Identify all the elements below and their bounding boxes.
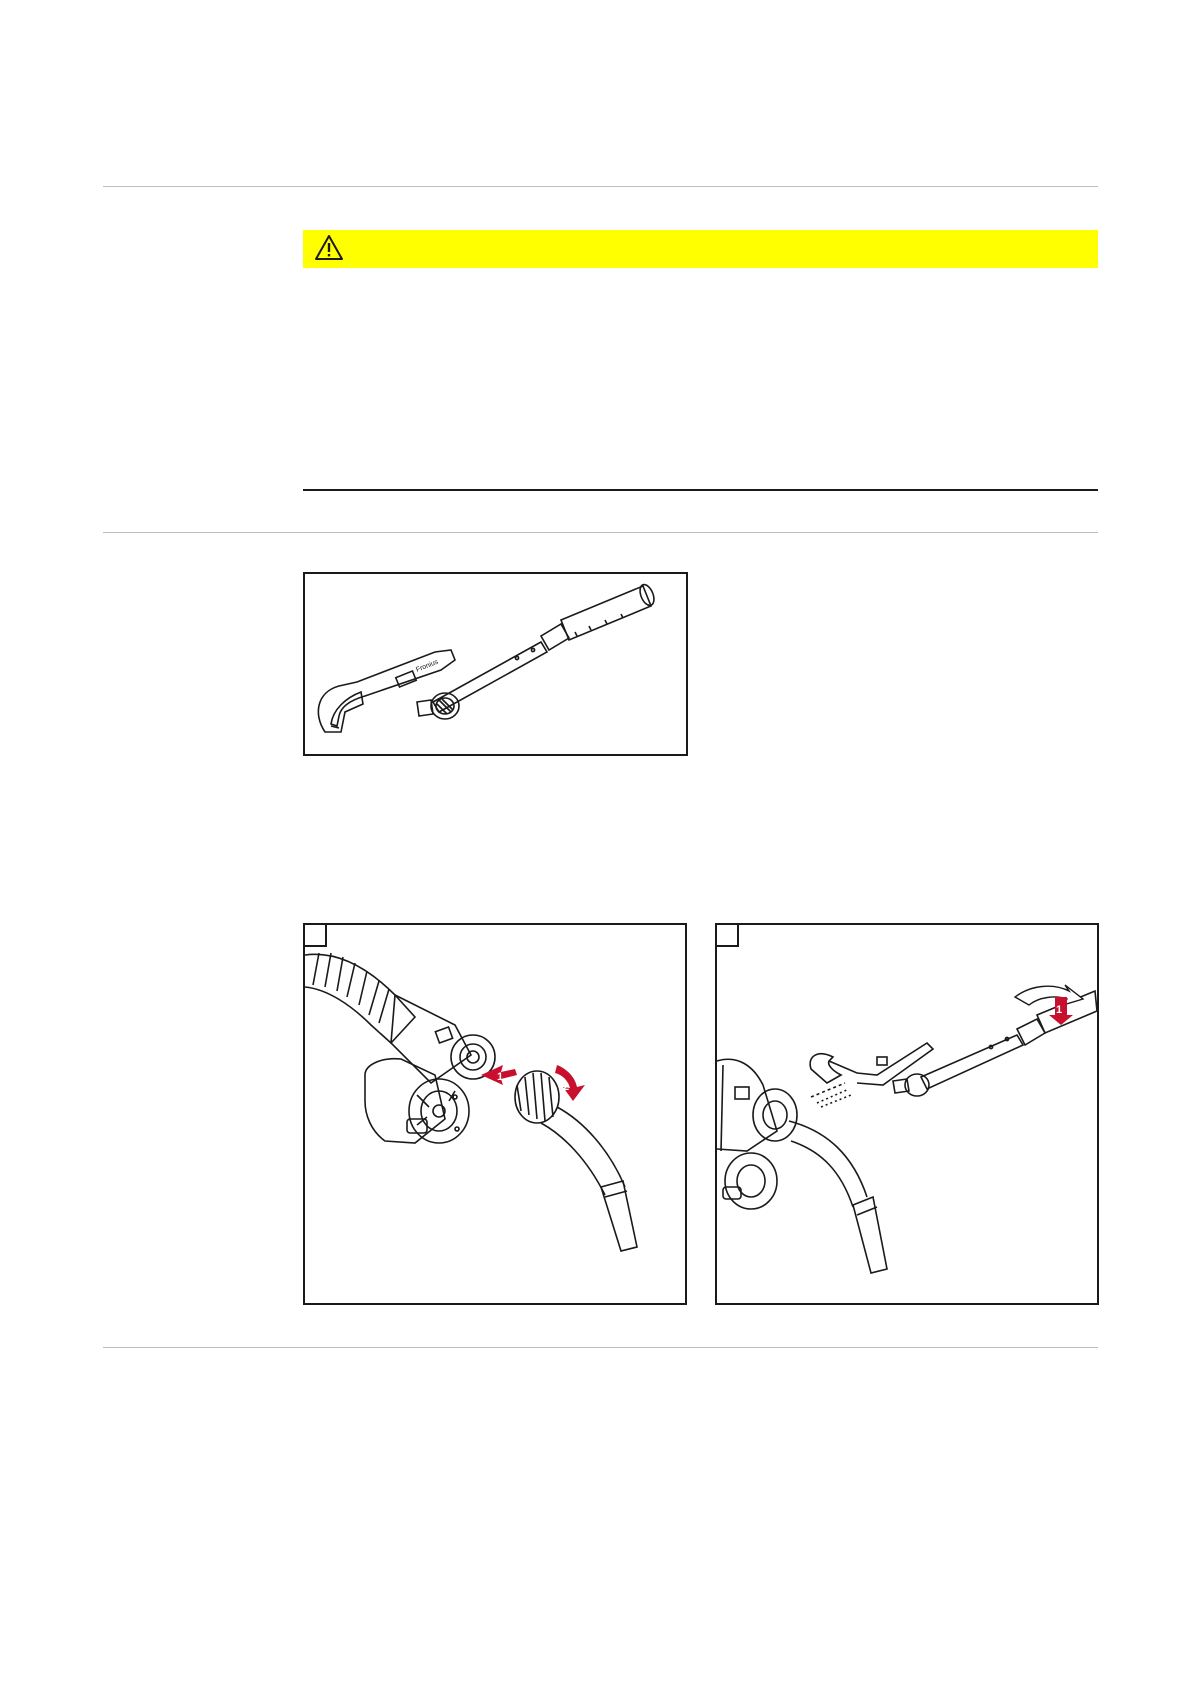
section-divider-bottom <box>103 1347 1098 1348</box>
torque-wrench-icon <box>417 583 657 719</box>
svg-text:1: 1 <box>497 1071 504 1083</box>
section-divider-middle <box>103 532 1098 533</box>
warning-banner <box>303 230 1098 268</box>
warning-triangle-icon <box>314 234 344 262</box>
tools-illustration <box>305 574 686 754</box>
section-divider-top <box>103 186 1098 187</box>
hook-spanner-icon <box>318 650 455 732</box>
tighten-with-torque-wrench-icon <box>717 925 1097 1303</box>
step-figure-1 <box>303 923 687 1305</box>
remove-arrow-1 <box>481 1065 517 1085</box>
remove-torch-neck-icon <box>305 925 685 1303</box>
svg-text:Fronius: Fronius <box>415 658 440 674</box>
tools-figure <box>303 572 688 756</box>
step-figure-2 <box>715 923 1099 1305</box>
svg-text:1: 1 <box>1056 1004 1063 1016</box>
tighten-arrow-1 <box>1015 985 1083 1025</box>
svg-text:2: 2 <box>563 1081 570 1093</box>
warning-end-rule <box>303 489 1098 491</box>
